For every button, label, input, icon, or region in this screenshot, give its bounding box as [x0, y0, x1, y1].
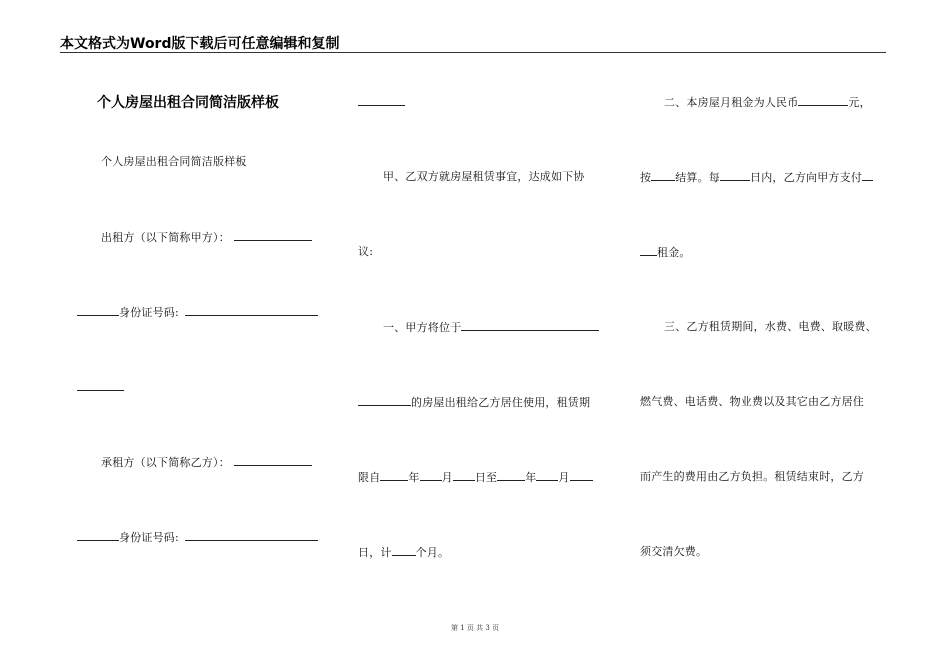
clause2-a-end: 元，: [848, 96, 871, 109]
lessee-id-line: [77, 530, 318, 545]
lessor-id-line: [77, 305, 318, 320]
payment-blank-2: [640, 245, 657, 256]
clause2-c: 租金。: [657, 246, 691, 259]
clause1-c-3: 日至: [474, 471, 498, 484]
lessor-id-cont-blank: [77, 380, 124, 391]
lessor-line: [101, 230, 312, 245]
lessee-id-blank: [185, 530, 318, 541]
clause3-line1: 三、乙方租赁期间，水费、电费、取暖费、: [664, 320, 877, 333]
lessor-id-cont-line: [77, 380, 124, 395]
monthly-rent-blank: [798, 95, 848, 106]
clause1-a: 一、甲方将位于: [383, 321, 462, 334]
lessee-line: [101, 455, 312, 470]
lessor-id-lead-blank: [77, 305, 119, 316]
clause2-line1: [664, 95, 871, 110]
lessee-id-cont-blank: [358, 95, 405, 106]
clause2-b-0: 按: [640, 171, 652, 184]
clause1-line4: [358, 545, 449, 560]
settlement-period-blank: [651, 170, 675, 181]
page-number: 第 1 页 共 3 页: [450, 624, 500, 632]
clause3-line2: 燃气费、电话费、物业费以及其它由乙方居住: [640, 395, 864, 408]
lessee-label: 承租方（以下简称乙方）：: [101, 456, 230, 469]
clause1-c-5: 月: [558, 471, 570, 484]
agreement-intro-cont: 议:: [358, 245, 374, 258]
clause1-d-a: 日，计: [358, 546, 392, 559]
clause1-line2: [358, 395, 590, 410]
clause2-b-2: 日内，乙方向甲方支付: [750, 171, 863, 184]
payment-days-blank: [720, 170, 750, 181]
lessee-id-lead-blank: [77, 530, 119, 541]
banner-divider: [60, 52, 886, 53]
clause1-c-1: 年: [408, 471, 420, 484]
clause1-c-0: 限自: [358, 471, 381, 484]
start-month-blank: [420, 470, 442, 481]
clause1-c-4: 年: [525, 471, 537, 484]
clause1-b: 的房屋出租给乙方居住使用，租赁期: [411, 396, 591, 409]
lessee-blank: [234, 455, 312, 466]
clause2-b-1: 结算。每: [675, 171, 721, 184]
end-month-blank: [536, 470, 558, 481]
lessor-label: 出租方（以下简称甲方）：: [101, 231, 230, 244]
document-title: 个人房屋出租合同简洁版样板: [97, 95, 279, 111]
lessor-blank: [234, 230, 312, 241]
lessor-id-label: 身份证号码:: [119, 306, 179, 319]
clause2-line2: [640, 170, 873, 185]
clause2-a: 二、本房屋月租金为人民币: [664, 96, 799, 109]
clause1-line1: [383, 320, 599, 335]
lessee-id-cont-line: [358, 95, 405, 110]
term-months-blank: [392, 545, 416, 556]
download-banner: 本文格式为Word版下载后可任意编辑和复制: [60, 36, 340, 52]
end-year-blank: [497, 470, 525, 481]
end-day-blank: [570, 470, 593, 481]
start-year-blank: [380, 470, 408, 481]
start-day-blank: [453, 470, 475, 481]
agreement-intro: 甲、乙双方就房屋租赁事宜，达成如下协: [383, 170, 585, 183]
clause1-line3: [358, 470, 593, 485]
property-location-blank: [461, 320, 599, 331]
lessor-id-blank: [185, 305, 318, 316]
property-location-blank-2: [358, 395, 411, 406]
clause1-c-2: 月: [441, 471, 453, 484]
contract-subtitle: 个人房屋出租合同简洁版样板: [101, 155, 247, 168]
clause1-d-b: 个月。: [415, 546, 450, 559]
clause3-line3: 而产生的费用由乙方负担。租赁结束时，乙方: [640, 470, 864, 483]
clause3-line4: 须交清欠费。: [640, 545, 708, 558]
payment-blank: [862, 170, 873, 181]
lessee-id-label: 身份证号码:: [119, 531, 179, 544]
clause2-line3: [640, 245, 691, 260]
